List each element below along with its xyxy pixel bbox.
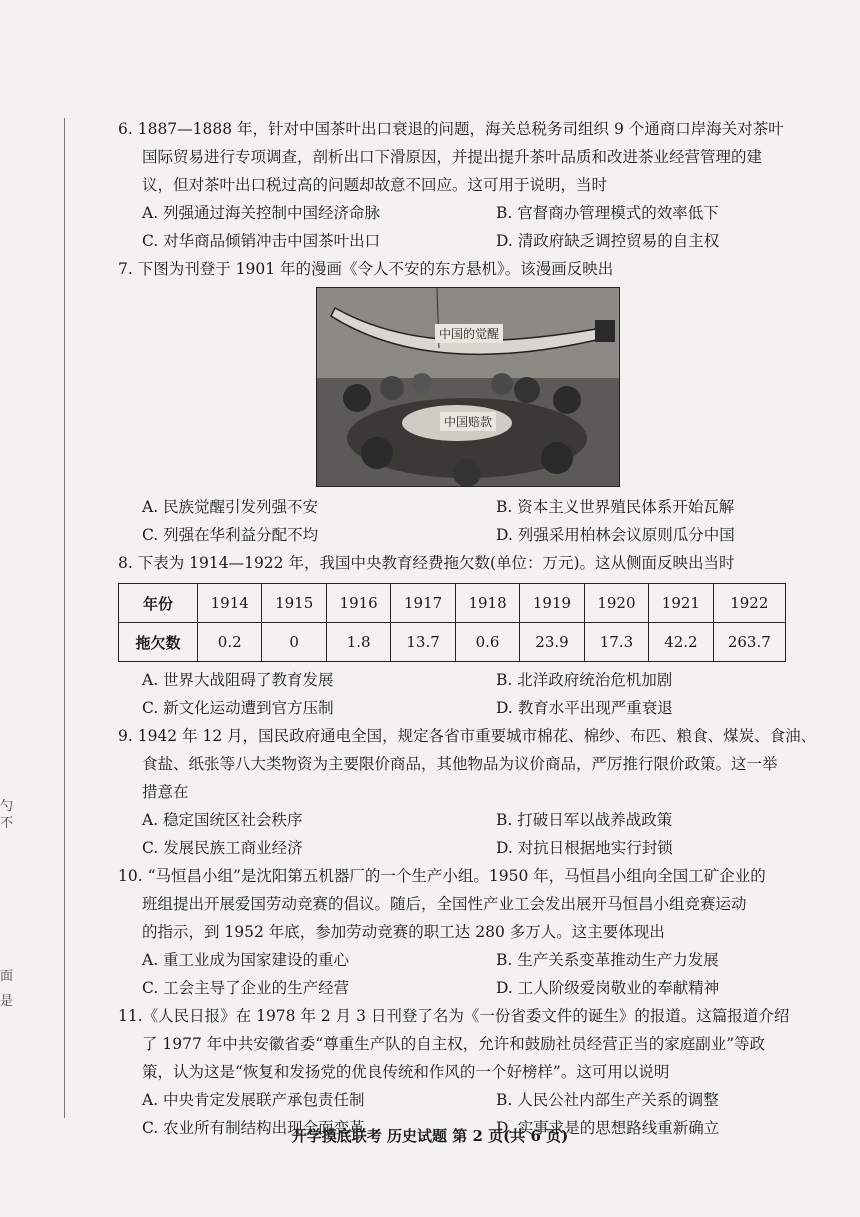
cartoon-label-awakening: 中国的觉醒 [435,324,503,343]
table-header-year: 年份 [119,584,198,623]
option-c: C. 对华商品倾销冲击中国茶叶出口 [142,232,381,250]
question-7 [118,255,818,549]
option-c: C. 新文化运动遭到官方压制 [142,699,334,717]
option-a: A. 重工业成为国家建设的重心 [142,951,350,969]
option-row [118,1086,818,1114]
table-cell: 1920 [584,584,648,623]
option-a: A. 世界大战阻碍了教育发展 [142,671,334,689]
option-b: B. 人民公社内部生产关系的调整 [496,1091,719,1109]
table-cell: 0.2 [198,623,262,662]
edge-mark: 勺 [0,799,14,814]
table-cell: 13.7 [391,623,455,662]
table-cell: 1914 [198,584,262,623]
question-11 [118,1002,818,1142]
option-row [118,199,818,227]
option-row [118,521,818,549]
option-row [118,806,818,834]
table-cell: 1918 [455,584,519,623]
question-stem-line: 班组提出开展爱国劳动竞赛的倡议。随后，全国性产业工会发出展开马恒昌小组竞赛运动 [142,895,747,913]
table-cell: 1.8 [326,623,390,662]
option-a: A. 列强通过海关控制中国经济命脉 [142,204,381,222]
question-stem-line: 11.《人民日报》在 1978 年 2 月 3 日刊登了名为《一份省委文件的诞生》的报道。这篇报道介绍 [118,1007,790,1025]
question-stem-line: 10. “马恒昌小组”是沈阳第五机器厂的一个生产小组。1950 年，马恒昌小组向全国工矿企业的 [118,867,766,885]
option-a: A. 民族觉醒引发列强不安 [142,498,319,516]
question-stem-line: 策，认为这是“恢复和发扬党的优良传统和作风的一个好榜样”。这可用以说明 [142,1063,670,1081]
option-b: B. 官督商办管理模式的效率低下 [496,204,719,222]
option-a: A. 中央肯定发展联产承包责任制 [142,1091,365,1109]
option-c: C. 工会主导了企业的生产经营 [142,979,350,997]
cartoon-illustration [317,288,619,486]
cartoon-container [118,287,818,487]
table-cell: 0 [262,623,326,662]
exam-content [118,115,818,1142]
question-10 [118,862,818,1002]
edge-mark: 不 [0,816,14,831]
option-d: D. 对抗日根据地实行封锁 [496,839,673,857]
option-row [118,666,818,694]
funding-arrears-table [118,583,786,662]
question-6 [118,115,818,255]
table-cell: 263.7 [713,623,785,662]
option-b: B. 北洋政府统治危机加剧 [496,671,673,689]
table-cell: 1922 [713,584,785,623]
option-d: D. 清政府缺乏调控贸易的自主权 [496,232,720,250]
question-stem-line: 8. 下表为 1914—1922 年，我国中央教育经费拖欠数(单位：万元)。这从侧面反映出当时 [118,554,735,572]
edge-mark: 面 [0,969,14,984]
cartoon-label-indemnity: 中国赔款 [440,412,496,431]
table-cell: 42.2 [649,623,713,662]
table-cell: 17.3 [584,623,648,662]
table-cell: 1916 [326,584,390,623]
question-stem-line: 议，但对茶叶出口税过高的问题却故意不回应。这可用于说明，当时 [142,176,608,194]
option-d: D. 列强采用柏林会议原则瓜分中国 [496,526,735,544]
option-d: D. 教育水平出现严重衰退 [496,699,673,717]
option-a: A. 稳定国统区社会秩序 [142,811,303,829]
option-row [118,694,818,722]
option-row [118,834,818,862]
question-9 [118,722,818,862]
option-row [118,227,818,255]
question-8 [118,549,818,722]
edge-mark: 是 [0,994,14,1009]
table-cell: 1921 [649,584,713,623]
question-stem-line: 了 1977 年中共安徽省委“尊重生产队的自主权，允许和鼓励社员经营正当的家庭副业”等政 [142,1035,766,1053]
binding-margin-line [64,118,65,1118]
option-d: D. 工人阶级爱岗敬业的奉献精神 [496,979,720,997]
option-c: C. 农业所有制结构出现全面变革 [142,1119,365,1137]
question-stem-line: 措意在 [142,783,189,801]
table-cell: 1917 [391,584,455,623]
option-b: B. 生产关系变革推动生产力发展 [496,951,719,969]
option-b: B. 资本主义世界殖民体系开始瓦解 [496,498,735,516]
table-header-amount: 拖欠数 [119,623,198,662]
question-stem-line: 7. 下图为刊登于 1901 年的漫画《令人不安的东方悬机》。该漫画反映出 [118,260,614,278]
option-b: B. 打破日军以战养战政策 [496,811,673,829]
table-cell: 1915 [262,584,326,623]
table-cell: 1919 [520,584,584,623]
page-footer: 开学摸底联考 历史试题 第 2 页(共 6 页) [291,1127,569,1145]
cartoon-image [316,287,620,487]
table-row-years [119,584,786,623]
question-stem-line: 的指示，到 1952 年底，参加劳动竞赛的职工达 280 多万人。这主要体现出 [142,923,665,941]
option-c: C. 发展民族工商业经济 [142,839,303,857]
option-row [118,974,818,1002]
table-row-amounts [119,623,786,662]
question-stem-line: 6. 1887—1888 年，针对中国茶叶出口衰退的问题，海关总税务司组织 9 个通商口岸海关对茶叶 [118,120,784,138]
question-stem-line: 9. 1942 年 12 月，国民政府通电全国，规定各省市重要城市棉花、棉纱、布匹、粮食、煤炭、食油、 [118,727,817,745]
table-cell: 0.6 [455,623,519,662]
option-row [118,946,818,974]
question-stem-line: 国际贸易进行专项调查，剖析出口下滑原因，并提出提升茶叶品质和改进茶业经营管理的建 [142,148,763,166]
table-cell: 23.9 [520,623,584,662]
question-stem-line: 食盐、纸张等八大类物资为主要限价商品，其他物品为议价商品，严厉推行限价政策。这一举 [142,755,778,773]
option-row [118,493,818,521]
option-c: C. 列强在华利益分配不均 [142,526,319,544]
option-d: D. 实事求是的思想路线重新确立 [496,1119,720,1137]
